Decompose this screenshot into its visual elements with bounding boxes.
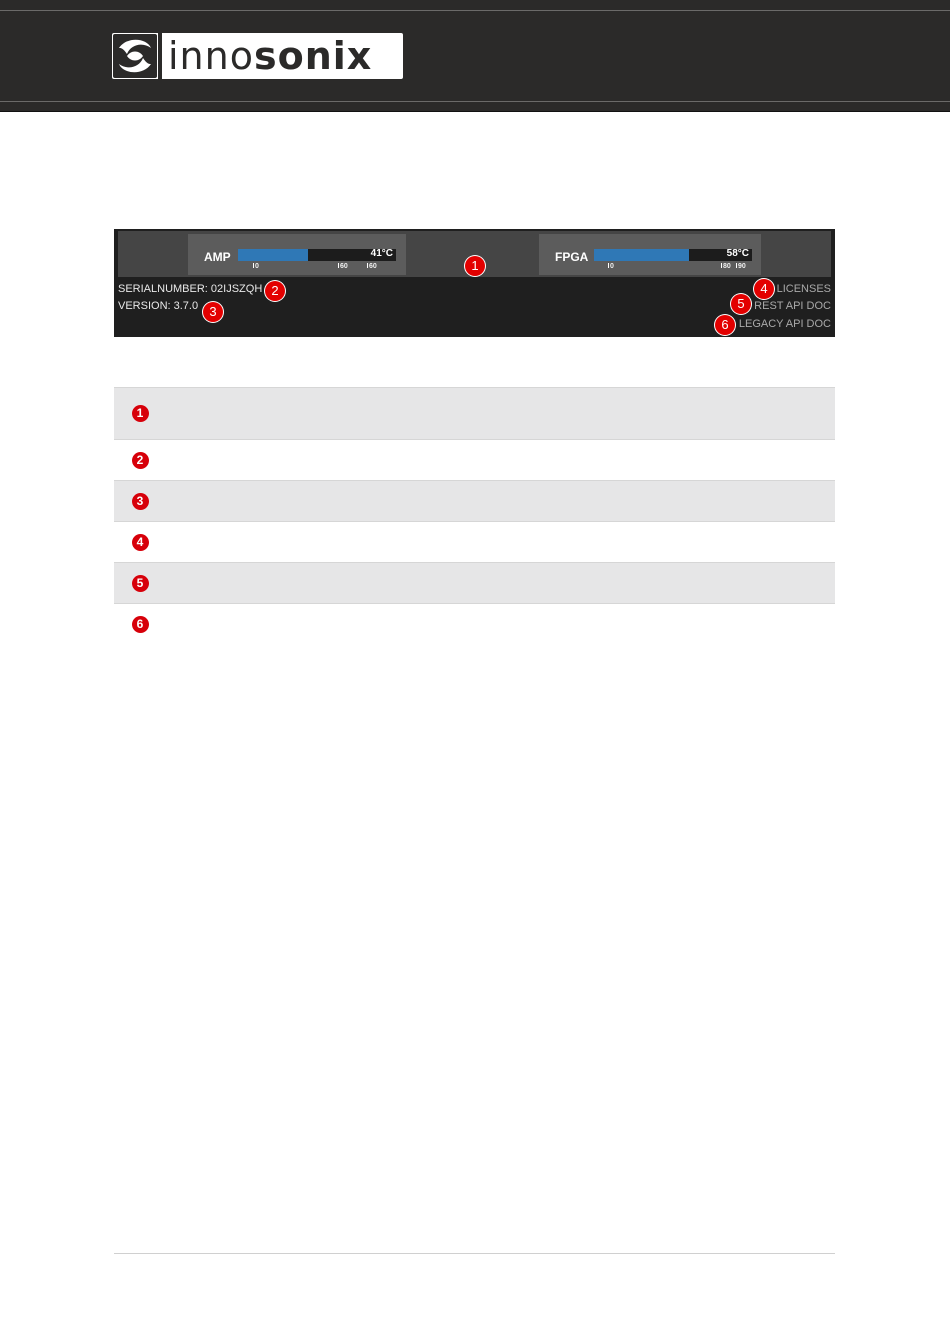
logo-wordmark	[168, 35, 372, 77]
amp-temp-gauge	[188, 234, 406, 275]
number-2-icon: 2	[132, 452, 149, 469]
table-cell-description	[166, 604, 526, 645]
number-5-icon: 5	[132, 575, 149, 592]
footer-rule	[114, 1253, 835, 1254]
table-header-cell	[166, 356, 526, 388]
callout-legend-table	[114, 356, 835, 645]
table-cell-detail	[526, 522, 835, 563]
licenses-link[interactable]: LICENSES	[776, 283, 831, 295]
callout-marker-4: 4	[754, 279, 774, 299]
amp-tick: 60	[340, 263, 348, 270]
table-cell-number	[114, 440, 166, 481]
legacy-api-doc-link[interactable]: LEGACY API DOC	[738, 318, 831, 330]
fpga-label: FPGA	[555, 250, 589, 264]
number-1-icon: 1	[132, 405, 149, 422]
table-cell-detail	[526, 440, 835, 481]
table-row	[114, 440, 835, 481]
callout-marker-2: 2	[265, 281, 285, 301]
fpga-tick: 90	[738, 263, 746, 270]
logo-swirl-icon	[113, 34, 157, 78]
callout-marker-5: 5	[731, 294, 751, 314]
number-4-icon: 4	[132, 534, 149, 551]
fpga-tick: 80	[723, 263, 731, 270]
table-row	[114, 604, 835, 645]
fpga-temp-gauge	[539, 234, 761, 275]
callout-marker-6: 6	[715, 315, 735, 335]
callout-marker-3: 3	[203, 302, 223, 322]
table-cell-description	[166, 522, 526, 563]
header-rule-bottom	[0, 101, 950, 102]
amp-temp-bar	[238, 249, 396, 261]
fpga-temp-bar-fill	[594, 249, 689, 261]
table-cell-description	[166, 481, 526, 522]
logo-wordmark-part2: sonix	[253, 34, 373, 78]
serial-number: SERIALNUMBER: 02IJSZQH	[118, 283, 263, 295]
table-row	[114, 563, 835, 604]
table-header-row	[114, 356, 835, 388]
table-header-cell	[526, 356, 835, 388]
table-cell-number	[114, 481, 166, 522]
header-rule-top	[0, 10, 950, 11]
number-3-icon: 3	[132, 493, 149, 510]
fpga-tick: 0	[610, 263, 614, 270]
amp-temp-bar-fill	[238, 249, 308, 261]
table-cell-description	[166, 563, 526, 604]
logo-wordmark-part1: inno	[168, 34, 254, 78]
table-cell-description	[166, 388, 526, 440]
table-row	[114, 388, 835, 440]
fpga-temp-value: 58°C	[726, 248, 749, 259]
rest-api-doc-link[interactable]: REST API DOC	[754, 300, 831, 312]
number-6-icon: 6	[132, 616, 149, 633]
amp-tick: 0	[255, 263, 259, 270]
table-cell-detail	[526, 481, 835, 522]
logo-divider	[158, 33, 162, 79]
table-cell-number	[114, 563, 166, 604]
table-cell-detail	[526, 604, 835, 645]
amp-temp-value: 41°C	[370, 248, 393, 259]
amp-tick: 60	[369, 263, 377, 270]
table-cell-detail	[526, 388, 835, 440]
table-cell-description	[166, 440, 526, 481]
table-row	[114, 481, 835, 522]
table-cell-number	[114, 604, 166, 645]
table-row	[114, 522, 835, 563]
innosonix-logo	[112, 33, 403, 79]
amp-label: AMP	[204, 250, 231, 264]
page-header	[0, 0, 950, 112]
table-cell-detail	[526, 563, 835, 604]
table-cell-number	[114, 522, 166, 563]
table-cell-number	[114, 388, 166, 440]
table-header-cell	[114, 356, 166, 388]
fpga-temp-bar	[594, 249, 752, 261]
callout-marker-1: 1	[465, 256, 485, 276]
firmware-version: VERSION: 3.7.0	[118, 300, 199, 312]
